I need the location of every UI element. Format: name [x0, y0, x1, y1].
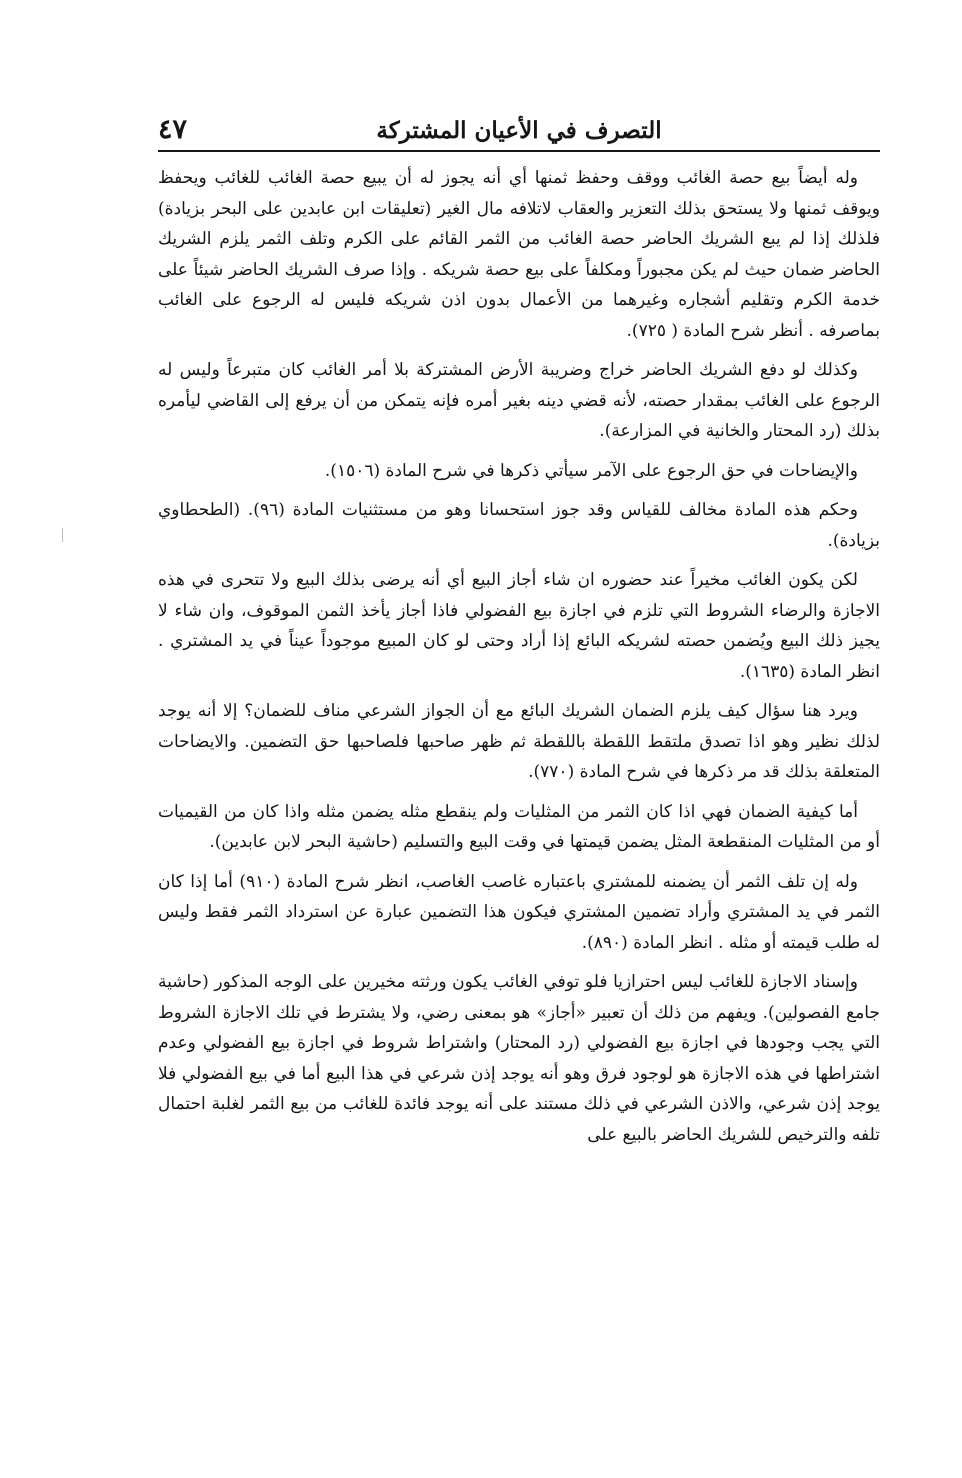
paragraph-3: والإيضاحات في حق الرجوع على الآمر سيأتي ذكرها في شرح المادة (١٥٠٦).: [324, 460, 858, 481]
paragraph-4: وحكم هذه المادة مخالف للقياس وقد جوز استحسانا وهو من مستثنيات المادة (٩٦). (الطحطاوي بزيادة).: [158, 500, 880, 551]
page-header: [158, 110, 880, 150]
page-number: ٤٧: [158, 114, 188, 145]
paragraph-8: وله إن تلف الثمر أن يضمنه للمشتري باعتباره غاصب الغاصب، انظر شرح المادة (٩١٠) أما إذا كان الثمر في يد المشتري وأراد تضمين المشتري فيكون هذا التضمين عبارة عن استرداد الثمر فقط وليس له طلب قيمته أو مثله . انظر المادة (٨٩٠).: [158, 871, 880, 953]
body-text: [158, 163, 880, 1159]
paragraph-9: وإسناد الاجازة للغائب ليس احترازيا فلو توفي الغائب يكون ورثته مخيرين على الوجه المذكور (حاشية جامع الفصولين). ويفهم من ذلك أن تعبير «أجاز» هو بمعنى رضي، ولا يشترط في تلك الاجازة الشروط التي يجب وجودها في اجازة بيع الفضولي (رد المحتار) واشتراط شروط في اجازة بيع الفضولي وعدم اشتراطها في هذه الاجازة هو لوجود فرق وهو أنه يوجد إذن شرعي في هذا البيع أما في بيع الفضولي فلا يوجد إذن شرعي، والاذن الشرعي في ذلك مستند على أنه يوجد فائدة للغائب من بيع الثمر لغلبة احتمال تلفه والترخيص للشريك الحاضر بالبيع على: [158, 972, 880, 1145]
header-rule: [158, 150, 880, 152]
paragraph-1: وله أيضاً بيع حصة الغائب ووقف وحفظ ثمنها أي أنه يجوز له أن يبيع حصة الغائب للغائب ويحفظ ويوقف ثمنها ولا يستحق بذلك التعزير والعقاب لاتلافه مال الغير (تعليقات ابن عابدين على البحر بزيادة) فلذلك إذا لم يبع الشريك الحاضر حصة الغائب من الثمر القائم على الكرم وتلف الثمر يلزم الشريك الحاضر ضمان حيث لم يكن مجبوراً ومكلفاً على بيع حصة شريكه . وإذا صرف الشريك الحاضر شيئاً على خدمة الكرم وتقليم أشجاره وغيرهما من الأعمال بدون اذن شريكه فليس له الرجوع على الغائب بماصرفه . أنظر شرح المادة ( ٧٢٥).: [158, 168, 880, 341]
paragraph-2: وكذلك لو دفع الشريك الحاضر خراج وضريبة الأرض المشتركة بلا أمر الغائب كان متبرعاً وليس له الرجوع على الغائب بمقدار حصته، لأنه قضي دينه بغير أمره فإنه يتمكن من أن يرفع إلى القاضي ليأمره بذلك (رد المحتار والخانية في المزارعة).: [158, 360, 880, 441]
paragraph-5: لكن يكون الغائب مخيراً عند حضوره ان شاء أجاز البيع أي أنه يرضى بذلك البيع ولا تتحرى في هذه الاجازة والرضاء الشروط التي تلزم في اجازة بيع الفضولي فاذا أجاز يأخذ الثمن الموقوف، وان شاء لا يجيز ذلك البيع ويُضمن حصته لشريكه البائع إذا أراد وحتى لو كان المبيع موجوداً عيناً في يد المشتري . انظر المادة (١٦٣٥).: [158, 570, 880, 682]
paragraph-6: ويرد هنا سؤال كيف يلزم الضمان الشريك البائع مع أن الجواز الشرعي مناف للضمان؟ إلا أنه يوجد لذلك نظير وهو اذا تصدق ملتقط اللقطة باللقطة ثم ظهر صاحبها فلصاحبها حق التضمين. والايضاحات المتعلقة بذلك قد مر ذكرها في شرح المادة (٧٧٠).: [158, 701, 880, 782]
running-title: التصرف في الأعيان المشتركة: [376, 117, 662, 144]
margin-mark: [62, 528, 63, 542]
paragraph-7: أما كيفية الضمان فهي اذا كان الثمر من المثليات ولم ينقطع مثله يضمن مثله واذا كان من القيميات أو من المثليات المنقطعة المثل يضمن قيمتها في وقت البيع والتسليم (حاشية البحر لابن عابدين).: [158, 801, 880, 852]
